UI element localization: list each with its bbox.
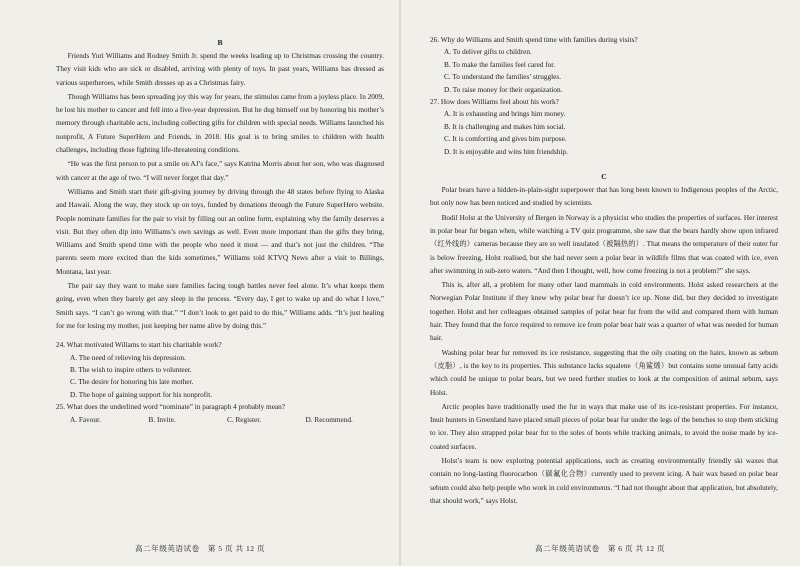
question-26-stem: 26. Why do Williams and Smith spend time with families during visits? xyxy=(430,36,638,44)
question-25-options xyxy=(56,414,384,426)
question-27-stem: 27. How does Williams feel about his work? xyxy=(430,98,559,107)
question-27-option-b: B. It is challenging and makes him social. xyxy=(444,122,566,131)
passage-c-paragraph-1: Polar bears have a hidden-in-plain-sight superpower that has long been known to Indigenous peoples of the Arctic, but only now has been noticed and studied by scientists. xyxy=(430,186,778,208)
questions-24-25 xyxy=(56,339,384,426)
question-26-option-b: B. To make the families feel cared for. xyxy=(444,60,556,69)
question-26-option-a: A. To deliver gifts to children. xyxy=(444,48,532,57)
section-b-heading: B xyxy=(217,38,223,47)
left-page-footer: 高二年级英语试卷 第 5 页 共 12 页 xyxy=(134,544,266,553)
question-24-stem: 24. What motivated Willams to start his charitable work? xyxy=(56,341,222,350)
question-24-option-c: C. The desire for honoring his late mother. xyxy=(70,378,194,387)
question-24-option-b: B. The wish to inspire others to volunteer. xyxy=(70,366,192,375)
section-c-heading: C xyxy=(601,172,607,182)
question-25-option-c: C. Register. xyxy=(227,415,262,424)
question-27-option-c: C. It is comforting and gives him purpose. xyxy=(444,135,567,144)
question-24-option-a: A. The need of relieving his depression. xyxy=(70,353,186,362)
question-26-option-d: D. To raise money for their organization. xyxy=(444,85,563,94)
passage-c-paragraph-4: Washing polar bear fur removed its ice resistance, suggesting that the oily coating on the hairs, known as sebum（皮脂）, is the key to its properties. This substance lacks squalene（角鲨烯）but contains some unusual fatty acids which could be unique to polar bears, but we need further studies to look at the composition of animal sebum, says Holst. xyxy=(430,348,778,397)
passage-b-paragraph-4: Williams and Smith start their gift-giving journey by driving through the 48 states before flying to Alaska and Hawaii. Along the way, they stock up on toys, funded by donations through the Future SuperHero website. People nominate families for the pair to visit by filling out an online form, explaining why the family deserves a visit. But they often dip into Williams’s own savings as well. Even more important than the gifts they bring, Williams and Smith spend time with the people who need it most — and that’s not just the children. “The parents seem more excited than the kids sometimes,” Williams told KTVQ News after a visit to Billings, Montana, last year. xyxy=(56,187,384,276)
passage-c xyxy=(430,184,778,508)
question-25-option-a: A. Favour. xyxy=(70,415,101,424)
question-25-stem: 25. What does the underlined word “nominate” in paragraph 4 probably mean? xyxy=(56,403,285,412)
passage-b-paragraph-5: The pair say they want to make sure families facing tough battles never feel alone. It’s what keeps them going, even when they barely get any sleep in the process. “Every day, I get to wake up and do what I love,” Smith says. “I can’t go wrong with that.” “I don’t look to get paid to do this,” Williams adds. “It’s just healing for me for losing my mother, just keeping her name alive by doing this.” xyxy=(56,282,384,330)
question-25-option-d: D. Recommend. xyxy=(305,415,353,424)
passage-c-paragraph-6: Holst’s team is now exploring potential applications, such as creating environmentally friendly ski waxes that contain no long-lasting fluorocarbon（碳氟化合物）currently used to prevent icing. A hair wax based on polar bear sebum could also help people who work in cold environments. “I had not thought about that application, but absolutely, that should work,” says Holst. xyxy=(430,457,778,505)
question-25-option-b: B. Invite. xyxy=(148,415,176,424)
passage-c-paragraph-5: Arctic peoples have traditionally used the fur in ways that make use of its ice-resistant properties. For instance, Inuit hunters in Greenland have placed small pieces of polar bear fur under the legs of the benches to stop them sticking to ice. They also strapped polar bear fur to the soles of boots while tracking animals, to avoid the noise made by ice-coated surfaces. xyxy=(430,402,778,451)
right-page-footer: 高二年级英语试卷 第 6 页 共 12 页 xyxy=(534,544,666,553)
passage-b xyxy=(56,50,384,333)
question-27-option-a: A. It is exhausting and brings him money. xyxy=(444,110,566,119)
question-27-option-d: D. It is enjoyable and wins him friendship. xyxy=(444,147,568,156)
question-24-option-d: D. The hope of gaining support for his nonprofit. xyxy=(70,390,213,399)
passage-b-paragraph-2: Though Williams has been spreading joy this way for years, the stimulus came from a joyless place. In 2009, he lost his mother to cancer and fell into a five-year depression. But he dug himself out by honoring his mother’s memory through charitable acts, including collecting gifts for children with special needs. Williams launched his nonprofit, A Future SuperHero and Friends, in 2018. His goal is to bring smiles to children with health challenges, including those fighting life-threatening conditions. xyxy=(56,92,384,155)
passage-c-paragraph-2: Bodil Holst at the University of Bergen in Norway is a physicist who studies the properties of surfaces. Her interest in polar bear fur began when, while watching a TV quiz programme, she saw that the bears hardly show upon infrared（红外线的）cameras because they are so well insulated（被隔热的）. That means the temperature of their outer fur is below freezing, Holst realised, but she had never seen a polar bear in wildlife films that was coated with ice, even after swimming in sub-zero waters. “And then I thought, well, how come freezing is not a problem?” she says. xyxy=(430,213,778,275)
question-26-option-c: C. To understand the families’ struggles. xyxy=(444,73,562,82)
passage-b-paragraph-1: Friends Yuri Williams and Rodney Smith Jr. spend the weeks leading up to Christmas crossing the country. They visit kids who are sick or disabled, arriving with plenty of toys. In past years, Williams has dressed as various superheroes, while Smith dresses up as a Christmas fairy. xyxy=(56,52,384,87)
right-page xyxy=(400,0,800,566)
passage-c-paragraph-3: This is, after all, a problem for many other land mammals in cold environments. Holst asked researchers at the Norwegian Polar Institute if they knew why polar bear fur doesn’t ice up. None did, but they decided to investigate together. Holst and her colleagues obtained samples of polar bear fur from the wild and compared them with human hair. They found that the force required to remove ice from polar bear hair was a quarter of what was needed for human hair. xyxy=(430,281,778,343)
passage-b-paragraph-3: “He was the first person to put a smile on AJ’s face,” says Katrina Morris about her son, who was diagnosed with cancer at the age of two. “I will never forget that day.” xyxy=(56,160,384,182)
questions-26-27 xyxy=(430,34,778,158)
